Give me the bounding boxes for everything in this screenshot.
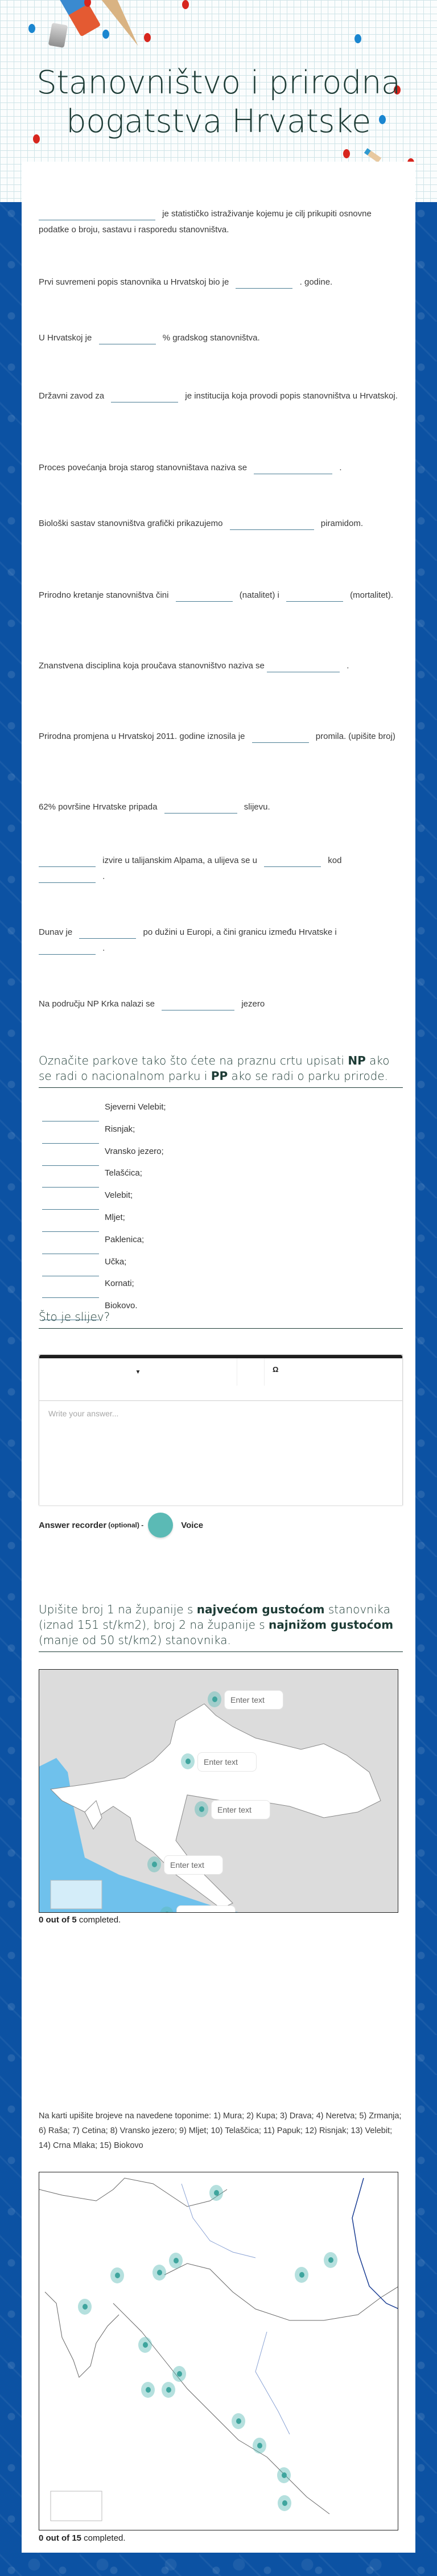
question-text: U Hrvatskoj je [39,333,94,343]
question-text: po dužini u Europi, a čini granicu između Hrvatske i [141,927,337,937]
question-text: Znanstvena disciplina koja proučava stanovništvo naziva se [39,661,267,671]
park-row [39,1145,403,1168]
park-type-blank[interactable] [42,1131,99,1144]
toponym-map-progress [39,2533,126,2543]
question-text: . godine. [297,277,333,287]
map-marker[interactable] [295,2267,308,2283]
answer-blank[interactable] [162,998,234,1010]
voice-label: Voice [181,1520,204,1530]
answer-blank[interactable] [176,589,233,602]
title-line-1: Stanovništvo i prirodna [36,64,401,101]
format-dropdown[interactable] [39,1358,237,1386]
question-text: Prirodno kretanje stanovništva čini [39,590,171,600]
map-marker[interactable] [169,2253,183,2269]
editor-toolbar [39,1358,402,1401]
title-text: ako se radi o parku prirode. [228,1069,389,1083]
croatia-outline-map-icon [39,2172,398,2530]
question-7 [39,587,403,603]
question-text: je institucija koja provodi popis stanovništva u Hrvatskoj. [183,391,398,401]
map-marker[interactable] [78,2299,92,2315]
progress-count: 0 out of 5 [39,1915,77,1925]
dot-decoration-icon [144,33,151,42]
park-type-blank[interactable] [42,1197,99,1210]
question-text: Proces povećanja broja starog stanovništava naziva se [39,463,250,473]
answer-blank[interactable] [39,208,155,220]
essay-title: Što je slijev? [39,1309,403,1329]
question-text: slijevu. [241,802,270,812]
park-name: Mljet; [105,1212,125,1222]
map-marker[interactable] [162,2382,175,2398]
question-text: je statističko istraživanje kojemu je cilj prikupiti osnovne podatke o broju, sastavu i rasporedu stanovništva. [39,209,372,235]
question-text: jezero [239,999,265,1009]
title-text: Upišite broj 1 na županije s [39,1603,197,1616]
question-text: Prvi suvremeni popis stanovnika u Hrvatskoj bio je [39,277,232,287]
park-name: Učka; [105,1256,127,1267]
park-row [39,1189,403,1211]
question-text: 62% površine Hrvatske pripada [39,802,160,812]
dot-decoration-icon [354,34,361,43]
dot-decoration-icon [84,0,91,7]
sharpener-decoration-icon [48,23,68,48]
marker-text-input[interactable] [224,1690,283,1710]
question-text: Na području NP Krka nalazi se [39,999,158,1009]
parks-section-title [39,1053,403,1088]
question-text: % gradskog stanovništva. [160,333,260,343]
question-text: piramidom. [318,519,363,528]
question-text: Državni zavod za [39,391,107,401]
map-marker[interactable] [253,2438,266,2454]
answer-recorder [39,1512,203,1538]
question-2 [39,274,403,290]
park-list [39,1101,403,1322]
park-name: Biokovo. [105,1301,138,1311]
worksheet-card [22,162,415,2553]
question-text: izvire u talijanskim Alpama, a ulijeva se u [100,856,260,865]
special-character-button[interactable]: Ω [273,1365,279,1374]
title-line-2: bogatstva Hrvatske [66,103,371,140]
park-name: Paklenica; [105,1234,145,1244]
map-marker[interactable] [181,1753,195,1769]
map-marker[interactable] [141,2382,155,2398]
title-text: ako se radi o nacionalnom parku i [39,1054,390,1083]
park-row [39,1101,403,1123]
title-bold-text: najnižom gustoćom [269,1618,394,1632]
recorder-label: Answer recorder [39,1520,107,1530]
answer-blank[interactable] [39,942,96,955]
answer-blank[interactable] [264,854,321,867]
answer-blank[interactable] [39,870,96,883]
answer-blank[interactable] [164,801,237,814]
toponym-map [39,2172,398,2530]
park-row [39,1211,403,1234]
chevron-down-icon: ▼ [135,1369,141,1375]
toolbar-spacer [237,1358,265,1386]
rich-text-editor [39,1354,403,1505]
park-type-blank[interactable] [42,1109,99,1121]
question-1 [39,206,403,238]
question-4 [39,388,403,404]
pencil-decoration-icon [364,148,381,162]
question-13 [39,996,403,1012]
question-9 [39,729,403,745]
marker-text-input[interactable] [211,1800,270,1819]
map-marker[interactable] [147,1856,161,1872]
record-voice-button[interactable] [148,1513,173,1538]
park-row [39,1234,403,1256]
answer-blank[interactable] [39,854,96,867]
density-map-progress [39,1915,121,1925]
park-type-blank[interactable] [42,1285,99,1298]
np-label: NP [348,1054,366,1067]
park-type-blank[interactable] [42,1242,99,1254]
title-text: stanovnika (iznad 151 st/km2), broj 2 na županije s [39,1603,390,1632]
dot-decoration-icon [182,0,189,9]
park-type-blank[interactable] [42,1219,99,1232]
answer-blank[interactable] [99,332,156,344]
map-marker[interactable] [195,1801,208,1817]
map-marker[interactable] [209,2185,223,2201]
park-type-blank[interactable] [42,1175,99,1188]
park-type-blank[interactable] [42,1264,99,1276]
park-row [39,1123,403,1145]
answer-blank[interactable] [252,730,309,743]
dot-decoration-icon [28,24,35,33]
map-marker[interactable] [172,2366,186,2382]
county-density-map [39,1669,398,1913]
map-marker[interactable] [138,2337,152,2353]
marker-text-input[interactable] [197,1752,257,1772]
answer-blank[interactable] [236,276,292,289]
title-text: Označite parkove tako što ćete na praznu crtu upisati [39,1054,348,1067]
question-text: . [100,872,105,881]
page-title [0,64,437,141]
park-name: Vransko jezero; [105,1146,164,1156]
map-marker[interactable] [152,2265,166,2281]
answer-blank[interactable] [267,660,340,672]
progress-text: completed. [76,1915,121,1925]
map-marker[interactable] [208,1691,221,1707]
ruler-decoration-icon [95,0,144,51]
map-marker[interactable] [277,2467,291,2483]
toponym-instruction: Na karti upišite brojeve na navedene toponime: 1) Mura; 2) Kupa; 3) Drava; 4) Neretva; 5) Zrmanja; 6) Raša; 7) Cetina; 8) Vransko jezero; 9) Mljet; 10) Telaščica; 11) Papuk; 12) Risnjak; 13) Velebit; 14) Crna Mlaka; 15) Biokovo [39,2111,402,2150]
park-row [39,1256,403,1278]
park-name: Kornati; [105,1279,134,1289]
pp-label: PP [211,1069,228,1083]
park-type-blank[interactable] [42,1153,99,1166]
question-text: . [344,661,349,671]
question-text: (natalitet) i [237,590,282,600]
answer-blank[interactable] [286,589,343,602]
map-marker[interactable] [278,2495,291,2511]
progress-count: 0 out of 15 [39,2533,82,2543]
title-bold-text: najvećom gustoćom [196,1603,325,1616]
park-name: Risnjak; [105,1124,135,1134]
answer-blank[interactable] [254,462,332,474]
dot-decoration-icon [102,30,109,39]
answer-blank[interactable] [230,517,314,530]
recorder-optional-label: (optional) - [108,1521,144,1529]
map-marker[interactable] [324,2252,337,2268]
park-row [39,1277,403,1300]
question-5 [39,460,403,476]
question-text: Dunav je [39,927,75,937]
marker-text-input[interactable] [164,1855,223,1875]
question-text: promila. (upišite broj) [313,732,395,741]
answer-blank[interactable] [111,390,178,402]
question-text: Biološki sastav stanovništva grafički prikazujemo [39,519,225,528]
map-marker[interactable] [110,2267,124,2283]
marker-text-input[interactable] [176,1905,236,1913]
map-marker[interactable] [232,2413,245,2429]
question-10 [39,799,403,815]
question-text: . [100,943,105,953]
progress-text: completed. [81,2533,126,2543]
question-11 [39,853,403,885]
question-text: kod [325,856,342,865]
question-text: (mortalitet). [348,590,394,600]
question-3 [39,330,403,346]
croatia-county-map-icon [39,1670,398,1913]
question-text: . [337,463,342,473]
density-map-title [39,1602,403,1652]
question-6 [39,516,403,532]
question-text: Prirodna promjena u Hrvatskoj 2011. godine iznosila je [39,732,248,741]
dot-decoration-icon [343,149,350,158]
park-name: Telašćica; [105,1168,142,1178]
park-name: Sjeverni Velebit; [105,1102,166,1112]
answer-blank[interactable] [79,926,136,939]
park-name: Velebit; [105,1190,133,1201]
park-row [39,1167,403,1189]
question-8 [39,658,403,674]
title-text: (manje od 50 st/km2) stanovnika. [39,1633,231,1647]
question-12 [39,925,403,956]
answer-textarea[interactable] [39,1401,402,1505]
